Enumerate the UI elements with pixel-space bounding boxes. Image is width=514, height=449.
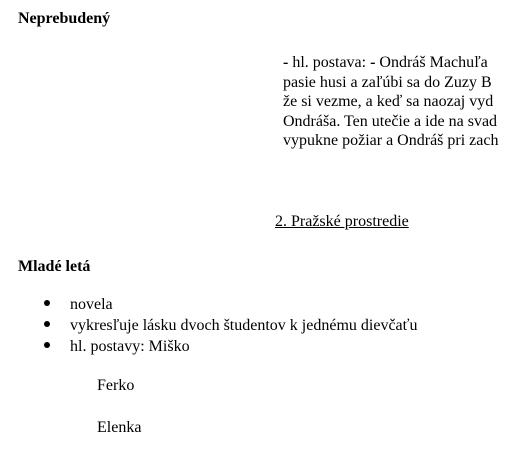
section-heading-prazske-prostredie: 2. Pražské prostredie — [275, 213, 409, 230]
bullet-icon — [44, 342, 50, 348]
bullet-list — [44, 296, 417, 359]
bullet-icon — [44, 300, 50, 306]
line-1-text2: Ondráš Machuľa — [375, 54, 488, 71]
heading-neprebudeny: Neprebudený — [18, 10, 111, 27]
bullet-icon — [44, 321, 50, 327]
character-name-elenka: Elenka — [97, 419, 142, 436]
list-item-text: vykresľuje lásku dvoch študentov k jednému dievčaťu — [70, 317, 418, 334]
paragraph-neprebudeny — [283, 53, 514, 151]
dash-2: - — [370, 54, 376, 71]
line-1-text: hl. postava: — [288, 54, 371, 71]
list-item-text: hl. postavy: Miško — [70, 338, 190, 355]
heading-mlade-leta: Mladé letá — [18, 258, 91, 275]
paragraph-line-4: Ondráša. Ten utečie a ide na svad — [283, 112, 498, 130]
paragraph-line-1 — [283, 53, 514, 73]
paragraph-line-2: pasie husi a zaľúbi sa do Zuzy B — [283, 73, 492, 91]
paragraph-line-3: že si vezme, a keď sa naozaj vyd — [283, 93, 494, 110]
list-item — [44, 317, 417, 338]
character-name-ferko: Ferko — [97, 377, 135, 394]
list-item — [44, 296, 417, 317]
dash-1: - — [283, 54, 289, 71]
paragraph-line-5: vypukne požiar a Ondráš pri zach — [283, 132, 499, 149]
list-item-text: novela — [70, 296, 113, 313]
list-item — [44, 338, 417, 359]
